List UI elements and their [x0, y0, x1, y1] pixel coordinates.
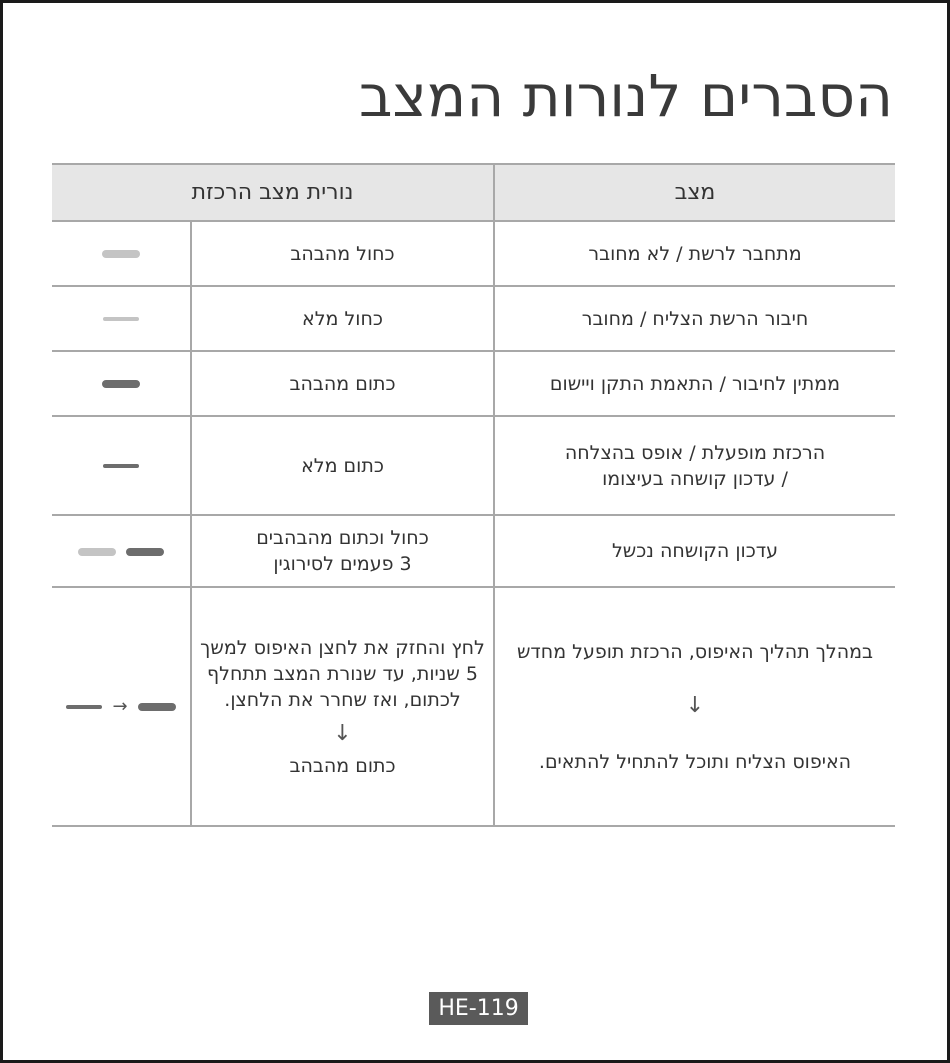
table-row	[52, 587, 895, 826]
status-cell: חיבור הרשת הצליח / מחובר	[494, 286, 895, 351]
indicator-cell	[52, 515, 191, 587]
light-description-cell: כחול מלא	[191, 286, 494, 351]
indicator-cell	[52, 416, 191, 515]
status-cell	[494, 416, 895, 515]
light-description-cell: כתום מהבהב	[191, 351, 494, 416]
light-description-cell	[191, 587, 494, 826]
indicator-cell	[52, 351, 191, 416]
status-line: / עדכון קושחה בעיצומו	[602, 467, 788, 490]
description-line: כחול וכתום מהבהבים	[256, 527, 429, 549]
description-line: 3 פעמים לסירוגין	[273, 553, 412, 575]
header-status: מצב	[494, 164, 895, 221]
down-arrow-icon: ↓	[685, 692, 705, 718]
indicator-cell	[52, 221, 191, 286]
status-cell: מתחבר לרשת / לא מחובר	[494, 221, 895, 286]
indicator-cell	[52, 286, 191, 351]
description-line: 5 שניות, עד שנורת המצב תתחלף	[207, 662, 478, 685]
table-row	[52, 351, 895, 416]
status-cell: ממתין לחיבור / התאמת התקן ויישום	[494, 351, 895, 416]
page-title: הסברים לנורות המצב	[358, 62, 893, 130]
description-line: כתום מהבהב	[289, 754, 396, 777]
orange-solid-indicator	[103, 464, 139, 468]
down-arrow-icon: ↓	[333, 720, 352, 746]
status-light-table	[52, 163, 895, 827]
right-arrow-icon: →	[112, 695, 128, 717]
light-blue-solid-indicator	[103, 317, 139, 321]
orange-blinking-indicator	[102, 380, 140, 388]
orange-blinking-indicator	[138, 703, 176, 711]
light-blue-blinking-indicator	[78, 548, 116, 556]
page-number-badge: HE-119	[429, 992, 528, 1025]
indicator-cell	[52, 587, 191, 826]
table-row	[52, 416, 895, 515]
table-header-row	[52, 164, 895, 221]
light-description-cell: כחול מהבהב	[191, 221, 494, 286]
light-blue-blinking-indicator	[102, 250, 140, 258]
light-description-cell: כתום מלא	[191, 416, 494, 515]
status-line: הרכזת מופעלת / אופס בהצלחה	[564, 441, 826, 464]
table-row	[52, 286, 895, 351]
header-indicator-light: נורית מצב הרכזת	[52, 164, 494, 221]
status-cell: עדכון הקושחה נכשל	[494, 515, 895, 587]
table-row	[52, 515, 895, 587]
table-row	[52, 221, 895, 286]
orange-solid-indicator	[66, 705, 102, 709]
description-line: לכתום, ואז שחרר את הלחצן.	[224, 688, 461, 711]
status-line: במהלך תהליך האיפוס, הרכזת תופעל מחדש	[516, 640, 874, 663]
light-description-cell	[191, 515, 494, 587]
status-cell	[494, 587, 895, 826]
description-line: לחץ והחזק את לחצן האיפוס למשך	[200, 636, 485, 659]
orange-blinking-indicator	[126, 548, 164, 556]
status-line: האיפוס הצליח ותוכל להתחיל להתאים.	[538, 750, 852, 773]
